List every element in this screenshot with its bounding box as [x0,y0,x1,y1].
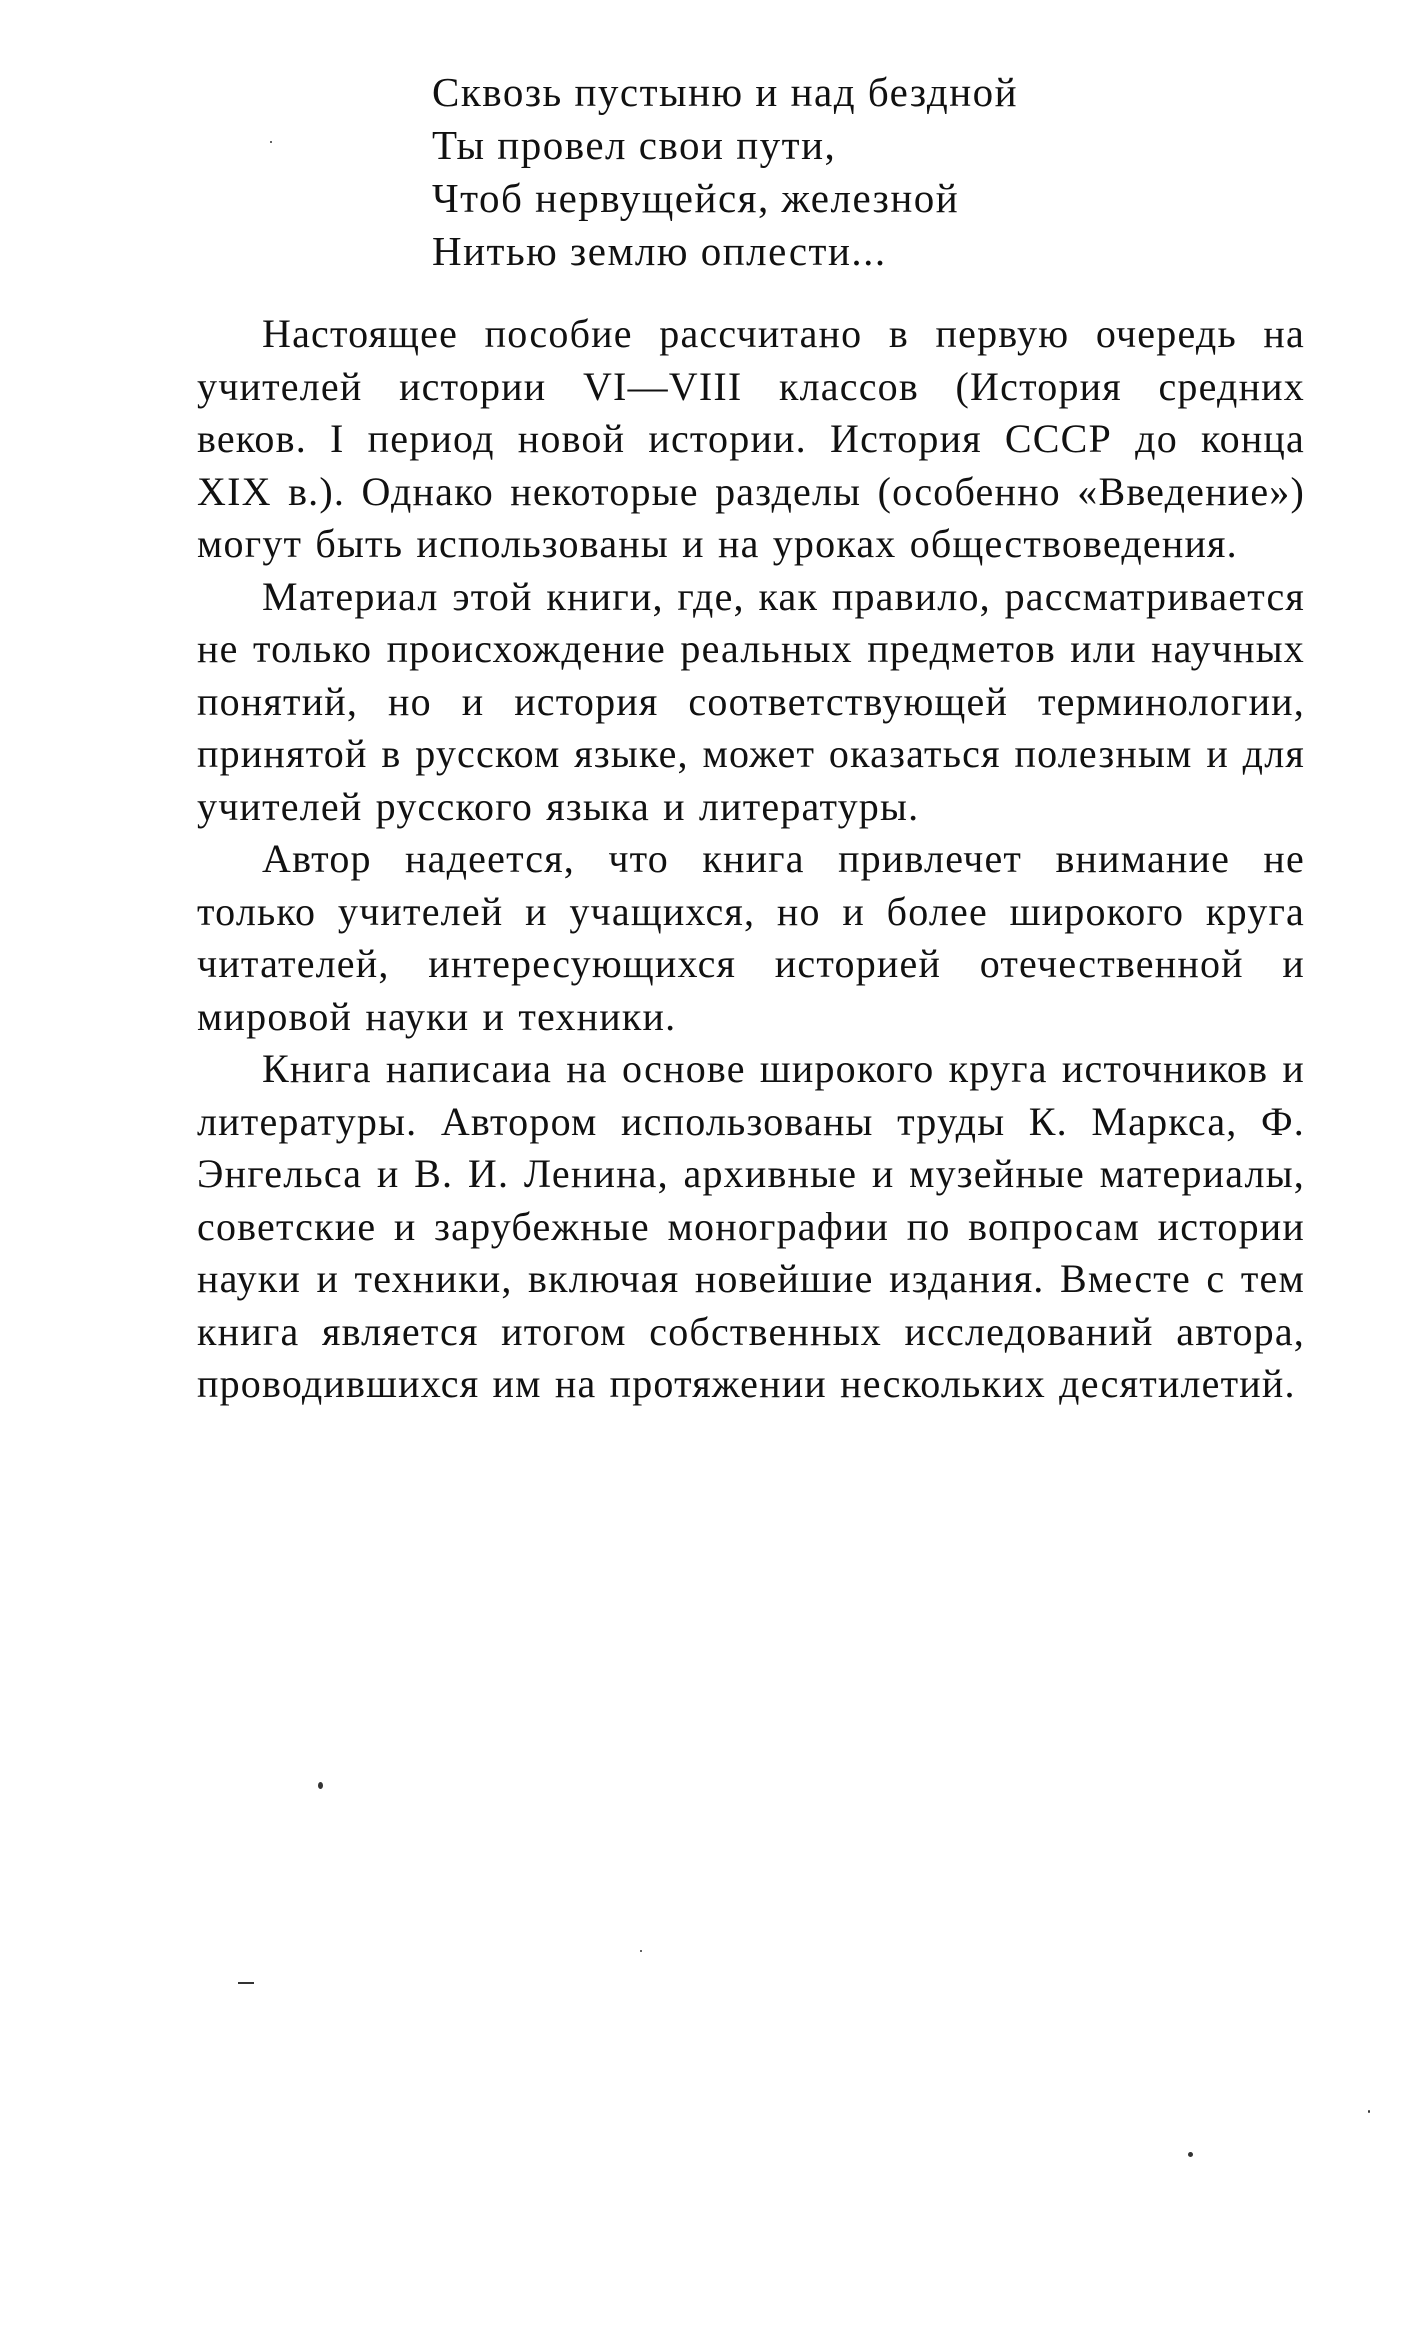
scan-speck [318,1782,323,1789]
scan-speck [238,1982,254,1984]
paragraph-terminology: Материал этой книги, где, как правило, рассматривается не только происхождение реальных предметов или научных понятий, но и история соответствующей терминологии, принятой в русском языке, может оказаться полезным и для учителей русского языка и литературы. [197,573,1305,829]
epigraph-line: Нитью землю оплести... [432,228,887,274]
epigraph-line: Сквозь пустыню и над бездной [432,69,1019,115]
paragraph-audience: Настоящее пособие рассчитано в первую очередь на учителей истории VI—VIII классов (История средних веков. I период новой истории. История СССР до конца XIX в.). Однако некоторые разделы (особенно «Введение») могут быть использованы и на уроках обществоведения. [197,311,1305,566]
scan-speck [640,1950,642,1952]
scan-speck [1368,2110,1370,2113]
scan-speck [1188,2152,1193,2157]
preface-text [197,308,1305,1411]
epigraph-line: Ты провел свои пути, [432,122,837,168]
scan-speck [270,141,272,143]
paragraph-sources: Книга написаиа на основе широкого круга источников и литературы. Автором использованы труды К. Маркса, Ф. Энгельса и В. И. Ленина, архивные и музейные материалы, советские и зарубежные монографии по вопросам истории науки и техники, включая новейшие издания. Вместе с тем книга является итогом собственных исследований автора, проводившихся им на протяжении нескольких десятилетий. [197,1046,1305,1406]
epigraph-line: Чтоб нервущейся, железной [432,175,960,221]
paragraph-readership: Автор надеется, что книга привлечет внимание не только учителей и учащихся, но и более широкого круга читателей, интересующихся историей отечественной и мировой науки и техники. [197,836,1305,1039]
epigraph-poem [432,66,1132,278]
